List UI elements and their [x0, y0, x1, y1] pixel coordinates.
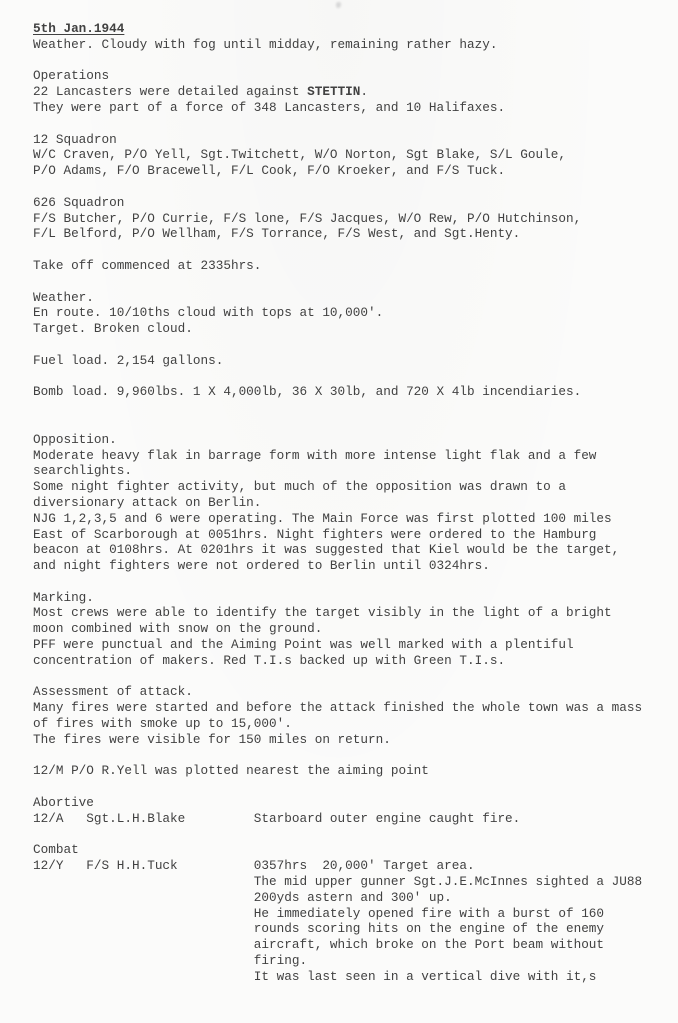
document-line — [33, 242, 642, 258]
document-line: Marking. — [33, 589, 94, 605]
document-line: Some night fighter activity, but much of the opposition was drawn to a — [33, 479, 566, 495]
document-line — [33, 400, 642, 416]
document-line: Combat — [33, 842, 79, 858]
document-line — [33, 179, 642, 195]
document-line: He immediately opened fire with a burst of 160 — [33, 905, 605, 921]
document-line: 12/Y F/S H.H.Tuck 0357hrs 20,000' Target area. — [33, 858, 475, 874]
document-title: 5th Jan.1944 — [33, 21, 125, 36]
document-line — [33, 337, 642, 353]
document-line: Weather. — [33, 289, 94, 305]
document-line: and night fighters were not ordered to Berlin until 0324hrs. — [33, 558, 490, 574]
document-line: It was last seen in a vertical dive with it,s — [33, 968, 597, 984]
document-line: NJG 1,2,3,5 and 6 were operating. The Main Force was first plotted 100 miles — [33, 510, 612, 526]
document-line: P/O Adams, F/O Bracewell, F/L Cook, F/O Kroeker, and F/S Tuck. — [33, 163, 506, 179]
document-line — [33, 116, 642, 132]
document-line — [33, 416, 642, 432]
document-line: 22 Lancasters were detailed against STETTIN. — [33, 84, 369, 100]
document-line: The mid upper gunner Sgt.J.E.McInnes sighted a JU88 — [33, 874, 643, 890]
document-line: Most crews were able to identify the target visibly in the light of a bright — [33, 605, 612, 621]
document-line: 12/A Sgt.L.H.Blake Starboard outer engine caught fire. — [33, 810, 521, 826]
document-line: En route. 10/10ths cloud with tops at 10,000'. — [33, 305, 384, 321]
scan-smudge — [336, 2, 341, 8]
document-line — [33, 779, 642, 795]
document-line — [33, 274, 642, 290]
document-line: Moderate heavy flak in barrage form with more intense light flak and a few — [33, 447, 597, 463]
document-line: 626 Squadron — [33, 194, 125, 210]
document-line: beacon at 0108hrs. At 0201hrs it was suggested that Kiel would be the target, — [33, 542, 620, 558]
document-line: PFF were punctual and the Aiming Point was well marked with a plentiful — [33, 637, 574, 653]
document-line: Target. Broken cloud. — [33, 321, 193, 337]
document-line: Operations — [33, 68, 110, 84]
document-line: Fuel load. 2,154 gallons. — [33, 352, 224, 368]
document-line: 12/M P/O R.Yell was plotted nearest the aiming point — [33, 763, 429, 779]
document-line: of fires with smoke up to 15,000'. — [33, 716, 292, 732]
document-line: They were part of a force of 348 Lancasters, and 10 Halifaxes. — [33, 99, 506, 115]
document-line: Take off commenced at 2335hrs. — [33, 257, 262, 273]
document-line: Opposition. — [33, 431, 117, 447]
document-lines — [33, 21, 642, 985]
document-line: moon combined with snow on the ground. — [33, 621, 323, 637]
document-line: The fires were visible for 150 miles on return. — [33, 731, 391, 747]
document-line: searchlights. — [33, 463, 132, 479]
document-line: W/C Craven, P/O Yell, Sgt.Twitchett, W/O Norton, Sgt Blake, S/L Goule, — [33, 147, 566, 163]
document-line — [33, 574, 642, 590]
document-line — [33, 53, 642, 69]
document-line: F/L Belford, P/O Wellham, F/S Torrance, F/S West, and Sgt.Henty. — [33, 226, 521, 242]
document-line: East of Scarborough at 0051hrs. Night fighters were ordered to the Hamburg — [33, 526, 597, 542]
document-line — [33, 748, 642, 764]
document-line — [33, 827, 642, 843]
document-line — [33, 669, 642, 685]
document-line: firing. — [33, 953, 308, 969]
document-line: Assessment of attack. — [33, 684, 193, 700]
document-line: rounds scoring hits on the engine of the enemy — [33, 921, 605, 937]
document-line: 200yds astern and 300' up. — [33, 889, 452, 905]
document-line: diversionary attack on Berlin. — [33, 494, 262, 510]
document-line: Many fires were started and before the attack finished the whole town was a mass — [33, 700, 643, 716]
document-line: concentration of makers. Red T.I.s backed up with Green T.I.s. — [33, 652, 506, 668]
document-line: Weather. Cloudy with fog until midday, remaining rather hazy. — [33, 36, 498, 52]
document-line: Abortive — [33, 795, 94, 811]
document-line: Bomb load. 9,960lbs. 1 X 4,000lb, 36 X 30lb, and 720 X 4lb incendiaries. — [33, 384, 582, 400]
document-line — [33, 369, 642, 385]
document-line: F/S Butcher, P/O Currie, F/S lone, F/S Jacques, W/O Rew, P/O Hutchinson, — [33, 210, 582, 226]
document-line: 12 Squadron — [33, 131, 117, 147]
document-line: aircraft, which broke on the Port beam without — [33, 937, 605, 953]
